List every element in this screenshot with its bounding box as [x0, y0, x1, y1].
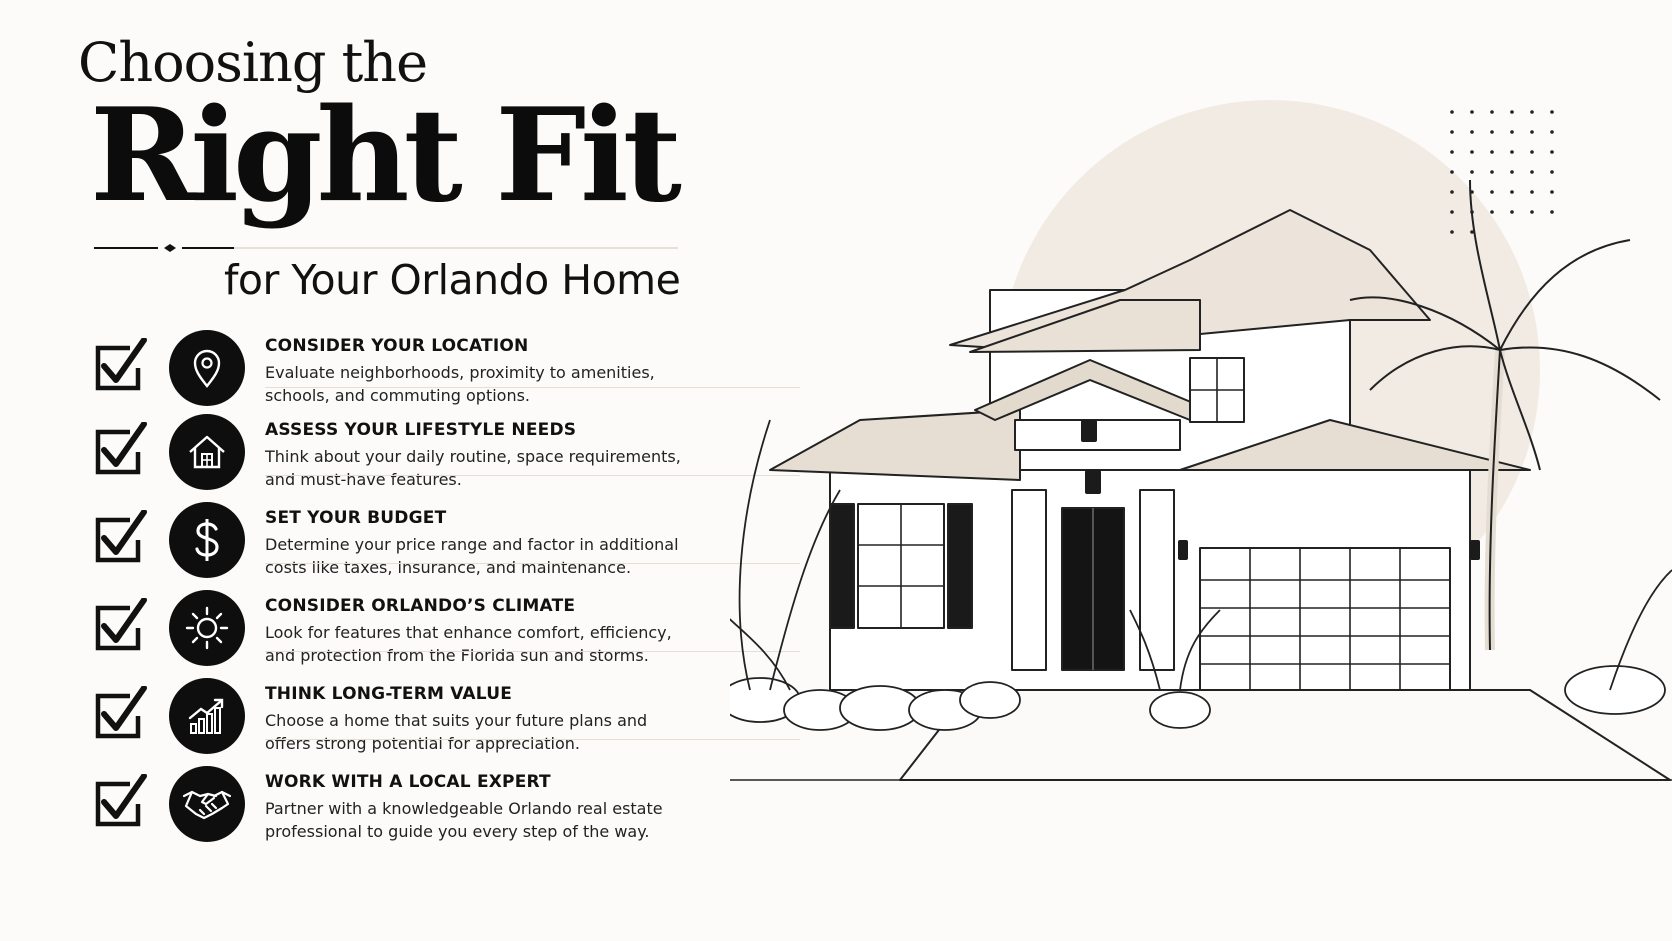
checkbox-checked-icon — [94, 598, 150, 654]
item-title: THINK LONG-TERM VALUE — [265, 684, 513, 704]
item-title: WORK WITH A LOCAL EXPERT — [265, 772, 551, 792]
item-divider — [265, 387, 800, 388]
shutter-right — [948, 504, 972, 628]
item-description: Partner with a knowledgeable Orlando real estate professional to guide you every step of the way. — [265, 799, 663, 841]
dollar-icon — [169, 502, 245, 578]
garage-door — [1200, 548, 1450, 690]
growth-chart-icon — [169, 678, 245, 754]
item-title: ASSESS YOUR LIFESTYLE NEEDS — [265, 420, 577, 440]
title-divider — [94, 244, 678, 256]
item-title: CONSIDER YOUR LOCATION — [265, 336, 529, 356]
list-item — [94, 766, 704, 858]
item-description: Determine your price range and factor in additional costs like taxes, insurance, and maintenance. — [265, 535, 679, 577]
item-description: Think about your daily routine, space requirements, and must-have features. — [265, 447, 681, 489]
location-pin-icon — [169, 330, 245, 406]
item-description: Look for features that enhance comfort, efficiency, and protection from the Florida sun and storms. — [265, 623, 672, 665]
list-item — [94, 678, 704, 770]
item-divider — [265, 563, 800, 564]
checkbox-checked-icon — [94, 338, 150, 394]
item-description: Evaluate neighborhoods, proximity to amenities, schools, and commuting options. — [265, 363, 655, 405]
item-divider — [265, 475, 800, 476]
page-subtitle: for Your Orlando Home — [224, 256, 681, 304]
shutter-left — [830, 504, 854, 628]
item-divider — [265, 651, 800, 652]
left-roof — [770, 410, 1020, 480]
porch-column-left — [1012, 490, 1046, 670]
handshake-icon — [169, 766, 245, 842]
item-title: SET YOUR BUDGET — [265, 508, 447, 528]
checkbox-checked-icon — [94, 422, 150, 478]
house-icon — [169, 414, 245, 490]
item-title: CONSIDER ORLANDO’S CLIMATE — [265, 596, 576, 616]
checkbox-checked-icon — [94, 774, 150, 830]
page-title-main: Right Fit — [90, 81, 676, 231]
item-description: Choose a home that suits your future plans and offers strong potential for appreciation. — [265, 711, 648, 753]
page-title-line1: Choosing the — [78, 31, 428, 94]
checkbox-checked-icon — [94, 510, 150, 566]
list-item — [94, 502, 704, 594]
checkbox-checked-icon — [94, 686, 150, 742]
list-item — [94, 590, 704, 682]
list-item — [94, 330, 704, 422]
sun-icon — [169, 590, 245, 666]
house-illustration — [730, 90, 1672, 850]
item-divider — [265, 739, 800, 740]
list-item — [94, 414, 704, 506]
